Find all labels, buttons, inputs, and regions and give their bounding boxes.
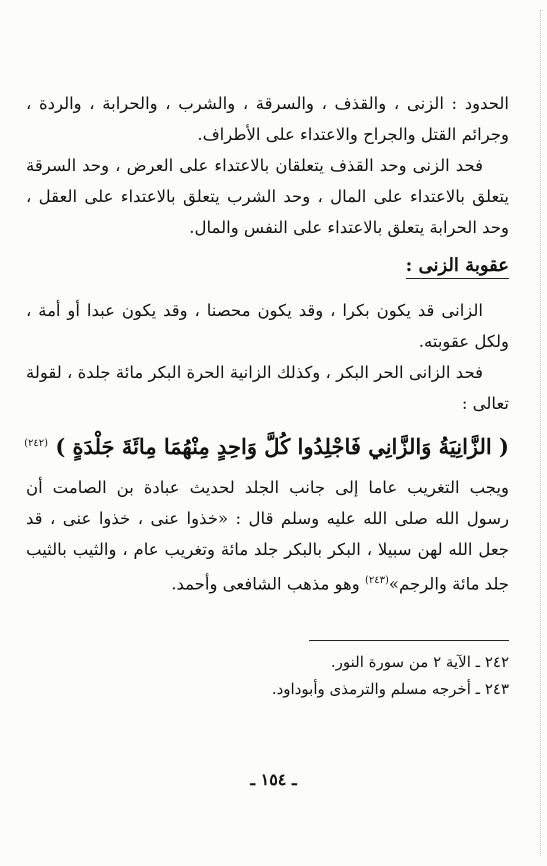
hadith-text: ويجب التغريب عاما إلى جانب الجلد لحديث عبادة بن الصامت أن رسول الله صلى الله عليه وسلم قال : «خذوا عنى ، خذوا عنى ، قد جعل الله لهن سبيلا ، البكر بالبكر جلد مائة وتغريب عام ، والثيب بالثيب جلد مائة والرجم» [26, 478, 509, 594]
intro-paragraph: الحدود : الزنى ، والقذف ، والسرقة ، والشرب ، والحرابة ، والردة ، وجرائم القتل والجراح والاعتداء على الأطراف. [26, 94, 509, 144]
zani-types-paragraph: الزانى قد يكون بكرا ، وقد يكون محصنا ، وقد يكون عبدا أو أمة ، ولكل عقوبته. [26, 301, 509, 351]
verse-footnote-ref: (٢٤٢) [24, 438, 48, 449]
section-heading [26, 251, 509, 281]
quran-verse-text: ( الزَّانِيَةُ وَالزَّانِي فَاجْلِدُوا كُلَّ وَاحِدٍ مِنْهُمَا مِائَةَ جَلْدَةٍ ) [55, 434, 509, 459]
hadith-footnote-ref: (٢٤٣) [364, 575, 389, 586]
footnote-number: ٢٤٣ ـ [475, 679, 509, 698]
quran-verse [26, 427, 509, 464]
page-number: ـ ١٥٤ ـ [250, 770, 297, 789]
footnote-divider [309, 640, 509, 641]
hadith-paragraph [26, 472, 509, 600]
footnote-number: ٢٤٢ ـ [475, 652, 509, 671]
hadith-tail: وهو مذهب الشافعى وأحمد. [171, 574, 360, 594]
hudud-classification-paragraph: فحد الزنى وحد القذف يتعلقان بالاعتداء على العرض ، وحد السرقة يتعلق بالاعتداء على المال ، وحد الشرب يتعلق بالاعتداء على العقل ، وحد الحرابة يتعلق بالاعتداء على النفس والمال. [26, 156, 509, 237]
footnote-text: الآية ٢ من سورة النور. [330, 652, 471, 671]
footnote-243 [26, 676, 509, 703]
bikr-punishment-paragraph: فحد الزانى الحر البكر ، وكذلك الزانية الحرة البكر مائة جلدة ، لقولة تعالى : [26, 363, 509, 413]
footnote-text: أخرجه مسلم والترمذى وأبوداود. [271, 679, 471, 698]
faint-bleed-through [26, 606, 509, 630]
section-heading-text: عقوبة الزنى : [406, 255, 509, 279]
footnote-242 [26, 649, 509, 676]
